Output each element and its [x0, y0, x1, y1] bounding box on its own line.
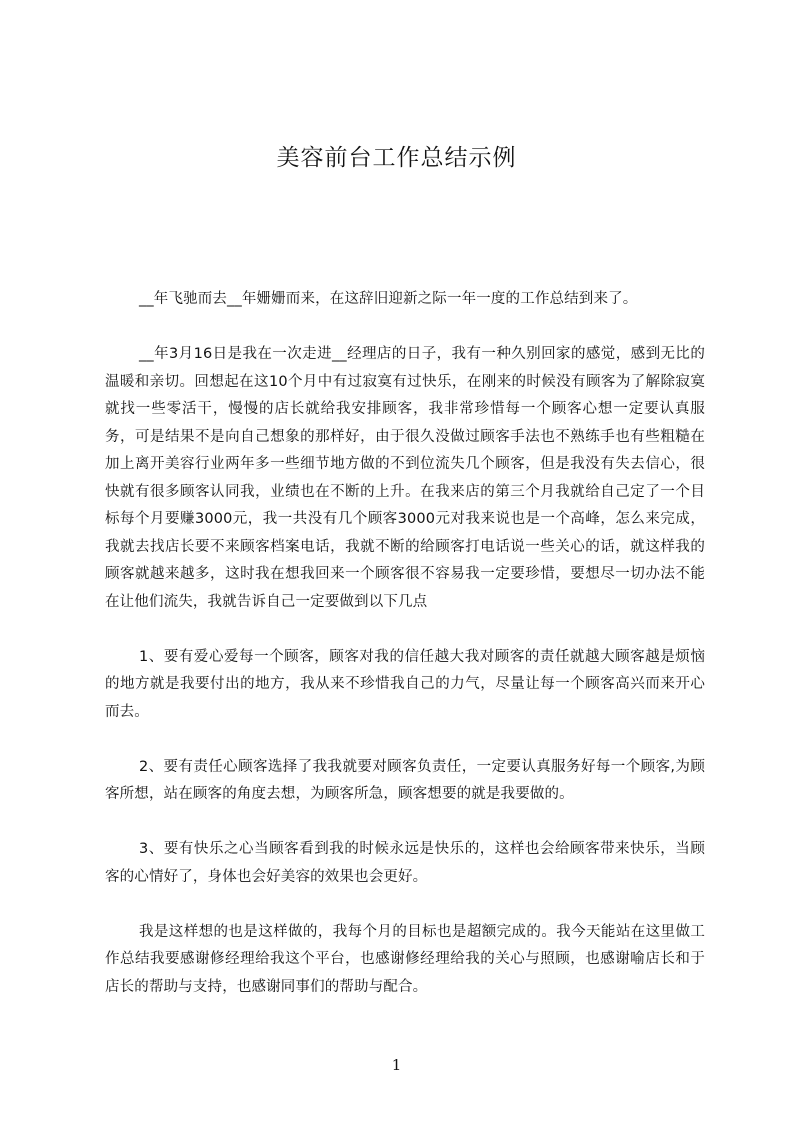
paragraph-closing: 我是这样想的也是这样做的，我每个月的目标也是超额完成的。我今天能站在这里做工作总结我要感谢修经理给我这个平台，也感谢修经理给我的关心与照顾，也感谢喻店长和于店长的帮助与支持，也感谢同事们的帮助与配合。 — [105, 923, 705, 995]
page-number: 1 — [391, 1056, 402, 1074]
document-title: 美容前台工作总结示例 — [276, 145, 517, 171]
paragraph-point-1: 1、要有爱心爱每一个顾客，顾客对我的信任越大我对顾客的责任就越大顾客越是烦恼的地方就是我要付出的地方，我从来不珍惜我自己的力气，尽量让每一个顾客高兴而来开心而去。 — [105, 648, 705, 720]
paragraph-point-3: 3、要有快乐之心当顾客看到我的时候永远是快乐的，这样也会给顾客带来快乐，当顾客的心情好了，身体也会好美容的效果也会更好。 — [105, 841, 705, 885]
paragraph-intro: __年飞驰而去__年姗姗而来，在这辞旧迎新之际一年一度的工作总结到来了。 — [139, 291, 638, 307]
paragraph-main: __年3月16日是我在一次走进__经理店的日子，我有一种久别回家的感觉，感到无比的温暖和亲切。回想起在这10个月中有过寂寞有过快乐，在刚来的时候没有顾客为了解除寂寞就找一些零活干，慢慢的店长就给我安排顾客，我非常珍惜每一个顾客心想一定要认真服务，可是结果不是向自己想象的那样好，由于很久没做过顾客手法也不熟练手也有些粗糙在加上离开美容行业两年多一些细节地方做的不到位流失几个顾客，但是我没有失去信心，很快就有很多顾客认同我，业绩也在不断的上升。在我来店的第三个月我就给自己定了一个目标每个月要赚3000元，我一共没有几个顾客3000元对我来说也是一个高峰，怎么来完成，我就去找店长要不来顾客档案电话，我就不断的给顾客打电话说一些关心的话，就这样我的顾客就越来越多，这时我在想我回来一个顾客很不容易我一定要珍惜，要想尽一切办法不能在让他们流失，我就告诉自己一定要做到以下几点 — [105, 346, 705, 610]
paragraph-point-2: 2、要有责任心顾客选择了我我就要对顾客负责任，一定要认真服务好每一个顾客,为顾客所想，站在顾客的角度去想，为顾客所急，顾客想要的就是我要做的。 — [105, 758, 705, 802]
document-body — [105, 286, 705, 1029]
